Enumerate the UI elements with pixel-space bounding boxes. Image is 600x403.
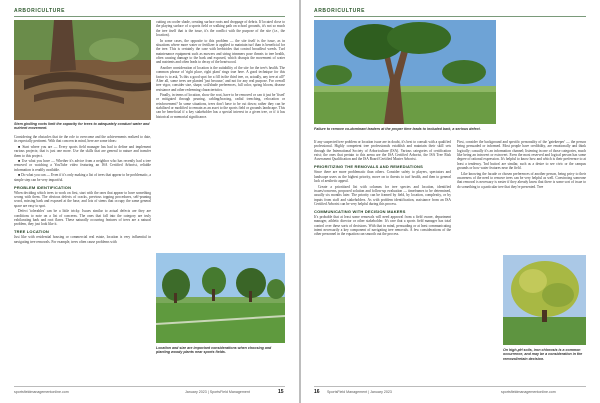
photo-girdling-roots: [14, 20, 151, 120]
heading-prioritizing: PRIORITIZING THE REMOVALS AND REMEDIATIONS: [314, 164, 423, 170]
photo-sports-field-trees: [156, 253, 285, 343]
girdling-roots-image: [14, 20, 151, 120]
paragraph: Since there are more problematic than others. Consider safety to players, spectators and landscape users as the highest priority, move on to threats to turf health, and then to general lack of aesthetic appeal.: [314, 170, 451, 184]
left-column-1: [14, 135, 151, 383]
page-number: [314, 389, 320, 395]
paragraph: Considering the obstacles that tie the role to overcome and the achievements realized to date, its especially pertinent. With that concern in mind, here are some ideas:: [14, 135, 151, 144]
caption-bottom-right: On high-pH soils, iron chlorosis is a common occurrence, and may be a consideration in the removal/retain decision.: [503, 348, 583, 361]
paragraph: Just like with residential housing or commercial real estate, location is very influential in navigating tree removals. For example, trees often cause problems with: [14, 235, 151, 244]
paragraph: ■ Start where you are — Every sports field manager has had to define and implement various projects; that is just one more. Use the skills that are general to nature and transfer them to this project.: [14, 144, 151, 158]
paragraph: In some cases, the opposite to this problem — the site itself is the issue, as in situations where more water or fertilizer is applied to maintain turf than is beneficial for the tree. This is certainly the case with herbicides that control broadleaf weeds. Turf maintenance equipment such as mowers and string trimmers pose threats to tree health, often causing damage to the bark and exposed, which disrupts the movement of water and nutrients and often leads to decay of the heartwood.: [156, 38, 285, 65]
paragraph: ■ Use what you have — Whether it's advice from a neighbor who has recently had a tree removed or watching a YouTube video featuring an ISA Certified Arborist, reliable information is readily available.: [14, 159, 151, 172]
photo-codominant-tree: [314, 20, 496, 124]
section-header: ARBORICULTURE: [314, 8, 366, 14]
right-column-1: [314, 140, 451, 383]
right-page: [301, 0, 600, 403]
left-column-2: [156, 20, 285, 248]
footer-rule: [314, 386, 586, 387]
left-page: [0, 0, 299, 403]
heading-communicating: COMMUNICATING WITH DECISION MAKERS: [314, 208, 406, 214]
photo-iron-chlorosis: [503, 255, 586, 345]
heading-tree-location: TREE LOCATION: [14, 229, 49, 235]
page-number: [278, 389, 284, 395]
heading-problem-identification: PROBLEM IDENTIFICATION: [14, 184, 72, 190]
header-rule: [14, 16, 285, 17]
codominant-tree-image: [314, 20, 496, 124]
paragraph: Create a prioritized list with columns for tree species and location, identified issues/concerns, proposed solution and follow-up evaluation — timeframes to be determined, usually six months later. The priority can be framed by field, by location, complexity, or by inputs from staff and stakeholders. As with problem identification, assistance from an ISA Certified Arborist can be very helpful during this process.: [314, 184, 451, 206]
page-number-text: 15: [278, 389, 284, 395]
header-rule: [314, 16, 586, 17]
caption-top-right: Failure to remove co-dominant leaders at the proper time leads to included bark, a serious defect.: [314, 127, 481, 131]
caption-bottom-left: Location and size are important considerations when choosing and planting woody plants near sports fields.: [156, 346, 272, 355]
paragraph: Finally, in terms of location, show the root, have to be removed or can it just be 'fixed' or mitigated through pruning, cabling/bracing, radial trenching, relocation or reinforcement? In some situations, trees don't have to be cut down; rather they can be stabilized or modified to remain as an asset to the sports field or grounds landscape. This can be beneficial if a key stakeholder has a special interest in a given tree, or if it has historical or memorial significance.: [156, 93, 285, 119]
footer-rule: [14, 386, 285, 387]
paragraph: Defect 'tolerables' can be a little tricky. Issues similar to actual defects are they are conditions to note on a list of concerns. The ones that fall into the category are truly exhilarating bark and root flares. These naturally occurring features of trees are a natural problem, they just look like it.: [14, 209, 151, 227]
paragraph: cutting on cooler shade, creating surface roots and droppage of debris. If located close to the playing surface of a sports field or walking path on school grounds, it's not so much the tree itself that is the issue, it's the conflict with the purpose of the site (i.e., the location).: [156, 20, 285, 38]
paragraph: Another consideration of location is the suitability of the site for the tree's health. The common phrase of 'right place, right plant' rings true here. A good technique for this factor is to ask, 'Is this a good spot for a fill in the third tree, or, actually, any tree at all?' After all, some trees are planted 'just because,' and not for any real purpose. For overall tree vigor, consider size, shape, soil/shade preferences, fall color, spring bloom, disease resistance and other redeeming characteristics.: [156, 65, 285, 92]
footer-url: sportsfieldmanagementonline.com: [14, 390, 69, 394]
page-number-text: 16: [314, 389, 320, 395]
section-header: ARBORICULTURE: [14, 8, 66, 14]
sports-field-image: [156, 253, 285, 343]
paragraph: It's probable that at least some removals will need approval from a field owner, department manager, athletic director or other stakeholder. It's rare that a sports field manager has total control over these sorts of decisions. With that in mind, persuading or at least communicating intent necessarily a key component of navigating tree removals. A few considerations of the other personnel in the equation can smooth out the process.: [314, 215, 451, 237]
paragraph: First, consider the background and specific personality of the 'gatekeeper' — the person being persuaded or informed. Most people have credibility, are emotionally and think logically; casually it's an information channel; listening in one of those categories, much like being an introvert or extrovert. Even the most reserved and logical person has some degree of rational expression. It's helpful to know how and which is their preference to at least a tendency. 'Ind button' are similar, such as a desire to see civic or the campus grounds or how water features near the field.: [457, 140, 586, 171]
paragraph: When deciding which trees to work on first, start with the ones that appear to have something wrong with them. The obvious defects of cracks, previous topping procedures, self-pruning wood, missing bark and exposed at the base, and lots of stems that occupy the same general space are easy to spot.: [14, 190, 151, 208]
paragraph: ■ Do what you can — Even if it's only making a list of trees that appear to be problematic, a simple step can be very impactful.: [14, 173, 151, 182]
footer-url: sportsfieldmanagementonline.com: [501, 390, 556, 394]
caption-top-left: Stem girdling roots limit the capacity for trees to adequately conduct water and nutrient movement.: [14, 122, 150, 131]
footer-issue: SportsField Management | January 2023: [327, 390, 392, 394]
footer-issue: January 2023 | SportsField Management: [185, 390, 250, 394]
paragraph: Like knowing the facade or chosen preferences of another person, being privy to their awareness of the need to remove trees can be very helpful as well. Convincing someone that removal is necessary is easier if they already know that there is some sort of issue to do something to a particular tree that they're presented. Tree: [457, 171, 586, 189]
paragraph: If any suspected tree problem or location issue are in doubt, it's best to consult with a qualified professional. Highly competent tree professionals establish and maintain their skill sets through the International Society of Arboriculture (ISA). Various categories of certification exist; the ones that pertain to this arena are the ISA Certified Arborist, the ISA Tree Risk Assessment Qualification and the ISA Board Certified Master Arborist.: [314, 140, 451, 162]
right-column-2: [457, 140, 586, 252]
iron-chlorosis-image: [503, 255, 586, 345]
